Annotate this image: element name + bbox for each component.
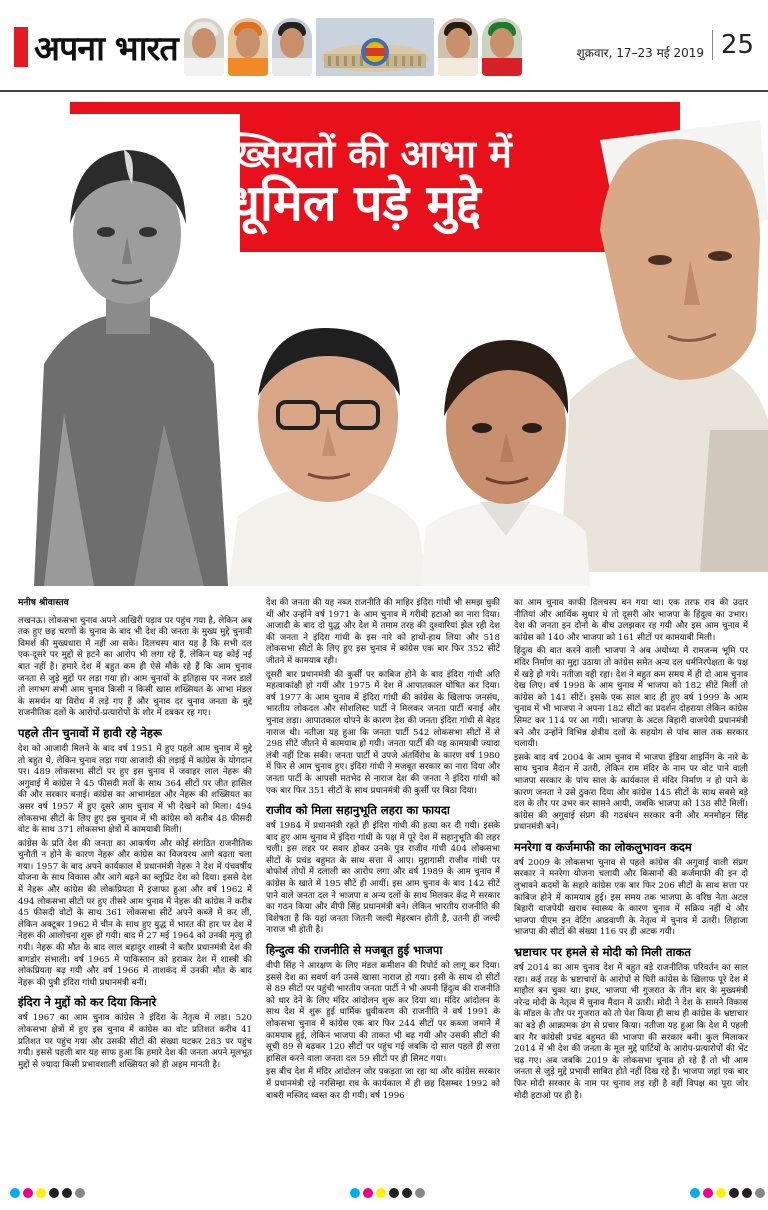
- registration-dot: [75, 1188, 85, 1198]
- registration-dot: [703, 1188, 713, 1198]
- paragraph: वर्ष 1984 में प्रधानमंत्री रहते ही इंदिरा गांधी की हत्या कर दी गयी। इसके बाद हुए आम चुनाव में इंदिरा गांधी के पक्ष में पूरे देश में सहानुभूति की लहर चली। इस लहर पर सवार होकर उनके पुत्र राजीव गांधी 404 लोकसभा सीटों के प्रचंड बहुमत के साथ सत्ता में आए। मुद्दागामी राजीव गांधी पर बोफोर्स तोपों में दलाली का आरोप लगा और वर्ष 1989 के आम चुनाव में कांग्रेस के खाते में 195 सीटें ही आयीं। इस आम चुनाव के बाद 142 सीटें पाने वाले जनता दल ने भाजपा व अन्य दलों के साथ मिलकर केंद्र में सरकार का गठन किया और वीपी सिंह प्रधानमंत्री बने। लेकिन भारतीय राजनीति की विशेषता है कि यहां जनता जितनी जल्दी मेहरबान होती है, उतनी ही जल्दी नाराज भी होती है।: [266, 821, 500, 936]
- paragraph: वीपी सिंह ने आरक्षण के लिए मंडल कमीशन की रिपोर्ट को लागू कर दिया। इससे देश का सवर्ण वर्ग उनसे खासा नाराज हो गया। इसी के साथ दो सीटों से 89 सीटों पर पहुंची भारतीय जनता पार्टी ने भी अपनी हिंदुत्व की राजनीति को धार देने के लिए मंदिर आंदोलन शुरू कर दिया था। मंदिर आंदोलन के साथ देश में शुरू हुई धार्मिक ध्रुवीकरण की राजनीति ने वर्ष 1991 के लोकसभा चुनाव में कांग्रेस एक बार फिर 244 सीटों पर कब्जा जमाने में कामयाब हुई, लेकिन भाजपा की ताकत भी बढ़ गयी और उसकी सीटों की सूची 89 से बढ़कर 120 सीटों पर पहुंच गई जबकि दो साल पहले ही सत्ता हासिल करने वाला जनता दल 59 सीटों पर ही सिमट गया।: [266, 961, 500, 1064]
- header-portrait-5: [482, 18, 522, 76]
- registration-dots-right: [690, 1188, 765, 1198]
- registration-dot: [49, 1188, 59, 1198]
- registration-dot: [402, 1188, 412, 1198]
- registration-dot: [350, 1188, 360, 1198]
- paragraph: वर्ष 2014 का आम चुनाव देश में बहुत बड़े राजनीतिक परिवर्तन का साल रहा। कई तरह के भ्रष्टाचारों के आरोपों से घिरी कांग्रेस के खिलाफ पूरे देश में माहौल बन चुका था। इधर, भाजपा भी गुजरात के तीन बार के मुख्यमंत्री नरेन्द्र मोदी के नेतृत्व में चुनाव मैदान में उतरी। मोदी ने देश के सामने विकास के मॉडल के तौर पर गुजरात को तो पेश किया ही साथ ही कांग्रेस के भ्रष्टाचार का बड़े ही आक्रामक ढंग से प्रचार किया। नतीजा यह हुआ कि देश में पहली बार गैर कांग्रेसी प्रचंड बहुमत की भाजपा की सरकार बनी। कुल मिलाकर 2014 में भी देश की जनता के मूल मुद्दे पार्टियों के आरोप-प्रत्यारोपों की भेंट चढ़ गए। अब जबकि 2019 के लोकसभा चुनाव हो रहे हैं तो भी आम जनता से जुड़े मुद्दे प्रभावी साबित होते नहीं दिख रहे हैं। भाजपा जहां एक बार फिर मोदी सरकार के नाम पर चुनाव लड़ रही है वहीं विपक्ष का पूरा जोर मोदी हटाओ पर ही है।: [514, 963, 748, 1101]
- registration-dot: [755, 1188, 765, 1198]
- registration-dot: [690, 1188, 700, 1198]
- paragraph: का आम चुनाव काफी दिलचस्प बन गया था। एक तरफ राव की उदार नीतियां और आर्थिक सुधार थे तो दूसरी ओर भाजपा के हिंदुत्व का उभार। देश की जनता इन दोनों के बीच उलझकर रह गयी और इस आम चुनाव में कांग्रेस को 140 और भाजपा को 161 सीटों पर कामयाबी मिली।: [514, 598, 748, 643]
- header-portrait-3: [272, 18, 312, 76]
- registration-dot: [363, 1188, 373, 1198]
- paragraph: कांग्रेस के प्रति देश की जनता का आकर्षण और कोई संगठित राजनीतिक चुनौती न होने के कारण नेहरू और कांग्रेस का विजयरथ आगे बढ़ता चला गया। 1957 के बाद अपने कार्यकाल में प्रधानमंत्री नेहरू ने देश में पंचवर्षीय योजना के साथ विकास और आगे बढ़ने का ब्लूप्रिंट देश को दिया। इससे देश में नेहरू और कांग्रेस की लोकप्रियता में इजाफा हुआ और वर्ष 1962 में 494 लोकसभा सीटों पर हुए तीसरे आम चुनाव में नेहरू की कांग्रेस ने करीब 45 फीसदी वोटों के साथ 361 लोकसभा सीटें अपने कब्जे में कर लीं, लेकिन अक्टूबर 1962 में चीन के साथ हुए युद्ध में भारत की हार पर देश में नेहरू की आलोचना शुरू हो गयी। बाद में 27 मई 1964 को उनकी मृत्यु हो गयी। नेहरू की मौत के बाद लाल बहादुर शास्त्री ने बतौर प्रधानमंत्री देश की बागडोर संभाली। वर्ष 1965 में पाकिस्तान को हराकर देश में शास्त्री की लोकप्रियता बढ़ गयी और वर्ष 1966 में ताशकंद में उनकी मौत के बाद नेहरू की पुत्री इंदिरा गांधी प्रधानमंत्री बनीं।: [18, 838, 252, 988]
- byline: मनीष श्रीवास्तव: [18, 598, 69, 608]
- subheading: राजीव को मिला सहानुभूति लहरा का फायदा: [266, 803, 450, 818]
- paragraph: दूसरी बार प्रधानमंत्री की कुर्सी पर काबिज होने के बाद इंदिरा गांधी अति महत्वाकांक्षी हो गयीं और 1975 में देश में आपातकाल घोषित कर दिया। वर्ष 1977 के आम चुनाव में इंदिरा गांधी की कांग्रेस के खिलाफ जनसंघ, भारतीय लोकदल और सोशलिस्ट पार्टी ने मिलकर जनता पार्टी बनाई और चुनाव लड़ा। आपातकाल थोपने के कारण देश की जनता इंदिरा गांधी से बेहद नाराज थी। नतीजा यह हुआ कि जनता पार्टी 542 लोकसभा सीटों में से 298 सीटें जीतने में कामयाब हो गयी। जनता पार्टी की यह कामयाबी ज्यादा लंबी नहीं टिक सकी। जनता पार्टी में उपजे अंतर्विरोध के कारण वर्ष 1980 में फिर से आम चुनाव हुए। इंदिरा गांधी ने मजबूत सरकार का नारा दिया और जनता पार्टी के आपसी मतभेद से नाराज देश की जनता ने इंदिरा गांधी को एक बार फिर 351 सीटों के साथ प्रधानमंत्री की कुर्सी पर बिठा दिया।: [266, 669, 500, 796]
- paragraph: इस बीच देश में मंदिर आंदोलन जोर पकड़ता जा रहा था और कांग्रेस सरकार में प्रधानमंत्री रहे नरसिम्हा राव के कार्यकाल में ही छह दिसम्बर 1992 को बाबरी मस्जिद ध्वस्त कर दी गयी। वर्ष 1996: [266, 1067, 500, 1101]
- header-portrait-2: [228, 18, 268, 76]
- article-body: [18, 598, 750, 1174]
- article-column-2: [266, 598, 500, 1174]
- registration-dots-center: [350, 1188, 425, 1198]
- registration-dot: [376, 1188, 386, 1198]
- print-registration-marks: [0, 1180, 768, 1210]
- article-column-3: [514, 598, 748, 1174]
- portrait-jawaharlal-nehru: [560, 100, 768, 572]
- paragraph: इसके बाद वर्ष 2004 के आम चुनाव में भाजपा इंडिया शाइनिंग के नारे के साथ चुनाव मैदान में उतरी, लेकिन राम मंदिर के नाम पर वोट पाने वाली भाजपा सरकार के पांच साल के कार्यकाल में मंदिर निर्माण न हो पाने के कारण जनता ने उसे ठुकरा दिया और कांग्रेस 145 सीटों के साथ सबसे बड़े दल के तौर पर उभर कर सामने आयी, जबकि भाजपा को 138 सीटें मिलीं। कांग्रेस की अगुवाई संप्रग की गठबंधन सरकार बनी और मनमोहन सिंह प्रधानमंत्री बने।: [514, 752, 748, 833]
- registration-dot: [742, 1188, 752, 1198]
- paragraph: देश को आजादी मिलने के बाद वर्ष 1951 में हुए पहले आम चुनाव में मुद्दे तो बहुत थे, लेकिन चुनाव लड़ा गया आजादी की लड़ाई में कांग्रेस के योगदान पर। 489 लोकसभा सीटों पर हुए इस चुनाव में जवाहर लाल नेहरू की अगुवाई में कांग्रेस ने 45 फीसदी मतों के साथ 364 सीटों पर जीत हासिल की और सरकार बनाई। कांग्रेस का आभामंडल और नेहरू की शख्सियत का असर वर्ष 1957 में हुए दूसरे आम चुनाव में भी देखने को मिला। 494 लोकसभा सीटों के लिए हुए इस चुनाव में भी कांग्रेस को करीब 48 फीसदी वोट के साथ 371 लोकसभा क्षेत्रों में कामयाबी मिली।: [18, 743, 252, 836]
- portrait-rajiv-gandhi: [420, 326, 590, 586]
- paragraph: लखनऊ। लोकसभा चुनाव अपने आखिरी पड़ाव पर पहुंच गया है, लेकिन अब तक हुए छह चरणों के चुनाव के बाद भी देश की जनता के मुख्य मुद्दे चुनावी विमर्श की मुख्यधारा में नहीं आ सके। दिलचस्प बात यह है कि सभी दल एक-दूसरे पर मुद्दों से हटने का आरोप भी लगा रहे हैं, लेकिन यह कोई नई बात नहीं है। हमारे देश में बहुत कम ही ऐसे मौके रहे हैं कि आम चुनाव जनता से जुड़े मुद्दों पर लड़ा गया हो। आम चुनावों के इतिहास पर नजर डालें तो लगभग सभी आम चुनाव किसी न किसी खास शख्सियत के आभा मंडल के समर्थन या विरोध में लड़े गए हैं और चुनाव दर चुनाव जनता के मुद्दे राजनीतिक दलों के आरोपों-प्रत्यारोपों के शोर में दबकर रह गए।: [18, 615, 252, 719]
- masthead: [0, 0, 768, 92]
- subheading: हिन्दुत्व की राजनीति से मजबूत हुई भाजपा: [266, 943, 443, 958]
- paragraph: वर्ष 1967 का आम चुनाव कांग्रेस ने इंदिरा के नेतृत्व में लड़ा। 520 लोकसभा क्षेत्रों में हुए इस चुनाव में कांग्रेस का वोट प्रतिशत करीब 41 प्रतिशत पर पहुंच गया और उसकी सीटों की संख्या घटकर 283 पर पहुंच गयी। इससे पहली बार यह साफ हुआ कि हमारे देश की जनता अपने मूलभूत मुद्दों से ज्यादा किसी प्रभावशाली शख्सियत को ही अहम मानती है।: [18, 1013, 252, 1070]
- headline-line-2: धूमिल पड़े मुद्दे: [229, 173, 481, 232]
- registration-dot: [62, 1188, 72, 1198]
- paragraph: देश की जनता की यह नब्ज राजनीति की माहिर इंदिरा गांधी भी समझ चुकी थीं और उन्होंने वर्ष 1971 के आम चुनाव में गरीबी हटाओ का नारा दिया। आजादी के बाद दो युद्ध और देश में तमाम तरह की दुश्वारियां झेल रही देश की जनता ने इंदिरा गांधी के इस नारे को हाथों-हाथ लिया और 518 लोकसभा सीटों के लिए हुए इस चुनाव में कांग्रेस एक बार फिर 352 सीटें जीतने में कामयाब रही।: [266, 598, 500, 666]
- section-logo: [14, 24, 178, 70]
- subheading: इंदिरा ने मुद्दों को कर दिया किनारे: [18, 995, 157, 1010]
- headline-line-1: शख्सियतों की आभा में: [198, 132, 512, 176]
- hero-section: [0, 94, 768, 586]
- registration-dot: [415, 1188, 425, 1198]
- registration-dot: [10, 1188, 20, 1198]
- header-photo-strip: [184, 18, 522, 76]
- registration-dot: [729, 1188, 739, 1198]
- page-number: 25: [712, 30, 754, 60]
- article-column-1: [18, 598, 252, 1174]
- logo-text: अपना भारत: [34, 29, 178, 69]
- registration-dot: [716, 1188, 726, 1198]
- paragraph: हिंदुत्व की बात करने वाली भाजपा ने अब अयोध्या में रामजन्म भूमि पर मंदिर निर्माण का मुद्दा उठाया तो कांग्रेस समेत अन्य दल धर्मनिरपेक्षता के पक्ष में खड़े हो गये। नतीजा वही रहा। देश ने बहुत कम समय में ही दो आम चुनाव देख लिए। वर्ष 1998 के आम चुनाव में भाजपा को 182 सीटें मिलीं तो कांग्रेस को 141 सीटें। इसके एक साल बाद ही हुए वर्ष 1999 के आम चुनाव में भी भाजपा ने अपना 182 सीटों का प्रदर्शन दोहराया लेकिन कांग्रेस सिमट कर 114 पर आ गयी। भाजपा के अटल बिहारी वाजपेयी प्रधानमंत्री बने और उन्होंने विभिन्न क्षेत्रीय दलों के सहयोग से पांच साल तक सरकार चलायी।: [514, 646, 748, 750]
- registration-dot: [23, 1188, 33, 1198]
- parliament-building-icon: [316, 18, 434, 76]
- registration-dot: [36, 1188, 46, 1198]
- subheading: पहले तीन चुनावों में हावी रहे नेहरू: [18, 725, 162, 740]
- registration-dot: [389, 1188, 399, 1198]
- header-portrait-1: [184, 18, 224, 76]
- issue-date: शुक्रवार, 17–23 मई 2019: [576, 46, 704, 60]
- logo-bar: [14, 27, 28, 67]
- subheading: मनरेगा व कर्जमाफी का लोकलुभावन कदम: [514, 839, 692, 854]
- paragraph: वर्ष 2009 के लोकसभा चुनाव से पहले कांग्रेस की अगुवाई वाली संप्रग सरकार ने मनरेगा योजना चलायी और किसानों की कर्जमाफी की इन दो लुभावने कदमों के सहारे कांग्रेस एक बार फिर 206 सीटों के साथ सत्ता पर काबिज होने में कामयाब हुई। इस समय तक भाजपा के वरिष्ठ नेता अटल बिहारी वाजपेयी खराब स्वास्थ्य के कारण चुनाव में सक्रिय नहीं थे और भाजपा पीएम इन वेटिंग आडवाणी के नेतृत्व में चुनाव में उतरी। लिहाजा भाजपा की सीटों की संख्या 116 पर ही अटक गयी।: [514, 857, 748, 938]
- portrait-vp-singh: [228, 316, 428, 586]
- subheading: भ्रष्टाचार पर हमले से मोदी को मिली ताकत: [514, 945, 691, 960]
- headline: [120, 134, 590, 231]
- header-portrait-4: [438, 18, 478, 76]
- parliament-image: [316, 18, 434, 76]
- registration-dots-left: [10, 1188, 85, 1198]
